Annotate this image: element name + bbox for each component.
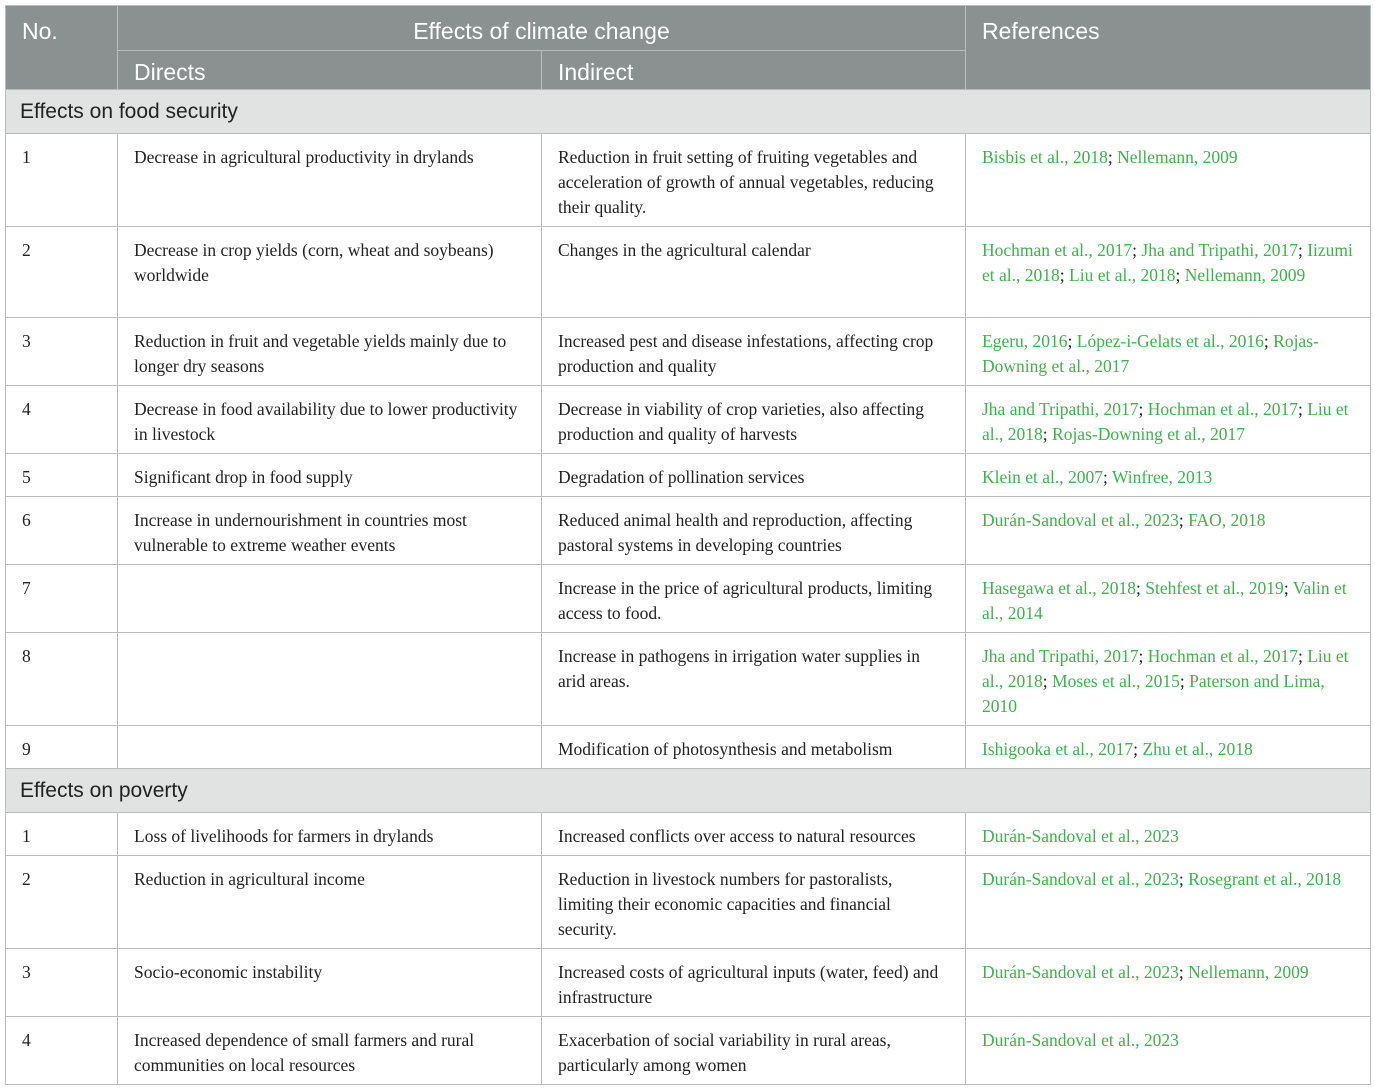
- direct-effect: Decrease in food availability due to lower productivity in livestock: [118, 386, 542, 454]
- indirect-effect: Reduction in livestock numbers for pastoralists, limiting their economic capacities and financial security.: [542, 856, 966, 949]
- reference-separator: ;: [1297, 399, 1308, 419]
- references-cell: [966, 134, 1371, 227]
- table-row: [6, 726, 1371, 769]
- section-row: [6, 90, 1371, 134]
- reference-link[interactable]: Valin et al., 2014: [982, 578, 1347, 623]
- references-cell: [966, 454, 1371, 497]
- table-row: [6, 497, 1371, 565]
- reference-separator: ;: [1133, 739, 1143, 759]
- indirect-effect: Decrease in viability of crop varieties, also affecting production and quality of harvests: [542, 386, 966, 454]
- climate-effects-table: [5, 5, 1371, 1085]
- table-row: [6, 949, 1371, 1017]
- direct-effect: Decrease in agricultural productivity in drylands: [118, 134, 542, 227]
- header-no: No.: [6, 6, 118, 90]
- reference-link[interactable]: Stehfest et al., 2019: [1145, 578, 1284, 598]
- header-effects: Effects of climate change: [118, 6, 966, 51]
- references-cell: [966, 565, 1371, 633]
- section-title: Effects on food security: [6, 90, 1371, 134]
- reference-link[interactable]: Iizumi et al., 2018: [982, 240, 1353, 285]
- reference-link[interactable]: Durán-Sandoval et al., 2023: [982, 869, 1179, 889]
- reference-link[interactable]: Hochman et al., 2017: [982, 240, 1133, 260]
- row-number: 1: [6, 134, 118, 227]
- direct-effect: Loss of livelihoods for farmers in drylands: [118, 813, 542, 856]
- direct-effect: Significant drop in food supply: [118, 454, 542, 497]
- reference-link[interactable]: López-i-Gelats et al., 2016: [1076, 331, 1264, 351]
- table-row: [6, 318, 1371, 386]
- references-cell: [966, 633, 1371, 726]
- reference-separator: ;: [1179, 671, 1190, 691]
- table-row: [6, 813, 1371, 856]
- row-number: 6: [6, 497, 118, 565]
- reference-link[interactable]: Liu et al., 2018: [982, 646, 1349, 691]
- row-number: 4: [6, 386, 118, 454]
- reference-link[interactable]: Rosegrant et al., 2018: [1188, 869, 1342, 889]
- reference-link[interactable]: Nellemann, 2009: [1184, 265, 1306, 285]
- indirect-effect: Degradation of pollination services: [542, 454, 966, 497]
- table-row: [6, 227, 1371, 318]
- indirect-effect: Increased conflicts over access to natural resources: [542, 813, 966, 856]
- reference-separator: ;: [1067, 331, 1077, 351]
- header-indirect: Indirect: [542, 51, 966, 90]
- reference-separator: ;: [1178, 510, 1189, 530]
- reference-link[interactable]: Hochman et al., 2017: [1147, 399, 1298, 419]
- direct-effect: Socio-economic instability: [118, 949, 542, 1017]
- reference-separator: ;: [1138, 399, 1148, 419]
- references-cell: [966, 1017, 1371, 1085]
- reference-separator: ;: [1178, 962, 1189, 982]
- reference-link[interactable]: Bisbis et al., 2018: [982, 147, 1108, 167]
- reference-separator: ;: [1132, 240, 1142, 260]
- reference-link[interactable]: Liu et al., 2018: [1069, 265, 1176, 285]
- reference-separator: ;: [1059, 265, 1070, 285]
- row-number: 3: [6, 318, 118, 386]
- reference-link[interactable]: Ishigooka et al., 2017: [982, 739, 1134, 759]
- reference-link[interactable]: Durán-Sandoval et al., 2023: [982, 510, 1179, 530]
- references-cell: [966, 386, 1371, 454]
- row-number: 7: [6, 565, 118, 633]
- reference-link[interactable]: Klein et al., 2007: [982, 467, 1104, 487]
- table-row: [6, 134, 1371, 227]
- row-number: 2: [6, 227, 118, 318]
- reference-link[interactable]: Winfree, 2013: [1111, 467, 1213, 487]
- indirect-effect: Increase in pathogens in irrigation water supplies in arid areas.: [542, 633, 966, 726]
- indirect-effect: Increased costs of agricultural inputs (water, feed) and infrastructure: [542, 949, 966, 1017]
- reference-link[interactable]: Paterson and Lima, 2010: [982, 671, 1325, 716]
- indirect-effect: Reduction in fruit setting of fruiting vegetables and acceleration of growth of annual vegetables, reducing their quality.: [542, 134, 966, 227]
- row-number: 3: [6, 949, 118, 1017]
- reference-link[interactable]: Hasegawa et al., 2018: [982, 578, 1137, 598]
- direct-effect: Decrease in crop yields (corn, wheat and soybeans) worldwide: [118, 227, 542, 318]
- reference-link[interactable]: Egeru, 2016: [982, 331, 1068, 351]
- reference-separator: ;: [1042, 671, 1053, 691]
- reference-link[interactable]: Moses et al., 2015: [1052, 671, 1180, 691]
- row-number: 2: [6, 856, 118, 949]
- reference-separator: ;: [1283, 578, 1293, 598]
- indirect-effect: Modification of photosynthesis and metabolism: [542, 726, 966, 769]
- direct-effect: Reduction in agricultural income: [118, 856, 542, 949]
- references-cell: [966, 726, 1371, 769]
- references-cell: [966, 949, 1371, 1017]
- table-row: [6, 565, 1371, 633]
- reference-separator: ;: [1178, 869, 1189, 889]
- reference-separator: ;: [1042, 424, 1053, 444]
- table-row: [6, 454, 1371, 497]
- reference-separator: ;: [1136, 578, 1146, 598]
- reference-separator: ;: [1103, 467, 1112, 487]
- reference-separator: ;: [1297, 240, 1308, 260]
- reference-separator: ;: [1175, 265, 1185, 285]
- reference-separator: ;: [1107, 147, 1118, 167]
- references-cell: [966, 497, 1371, 565]
- references-cell: [966, 227, 1371, 318]
- row-number: 5: [6, 454, 118, 497]
- reference-link[interactable]: Durán-Sandoval et al., 2023: [982, 1030, 1179, 1050]
- table-row: [6, 856, 1371, 949]
- direct-effect: [118, 565, 542, 633]
- indirect-effect: Increase in the price of agricultural products, limiting access to food.: [542, 565, 966, 633]
- direct-effect: Reduction in fruit and vegetable yields mainly due to longer dry seasons: [118, 318, 542, 386]
- reference-separator: ;: [1138, 646, 1148, 666]
- indirect-effect: Increased pest and disease infestations, affecting crop production and quality: [542, 318, 966, 386]
- references-cell: [966, 813, 1371, 856]
- row-number: 1: [6, 813, 118, 856]
- indirect-effect: Exacerbation of social variability in rural areas, particularly among women: [542, 1017, 966, 1085]
- reference-separator: ;: [1263, 331, 1274, 351]
- indirect-effect: Reduced animal health and reproduction, affecting pastoral systems in developing countries: [542, 497, 966, 565]
- references-cell: [966, 318, 1371, 386]
- reference-link[interactable]: Durán-Sandoval et al., 2023: [982, 826, 1179, 846]
- indirect-effect: Changes in the agricultural calendar: [542, 227, 966, 318]
- table-row: [6, 386, 1371, 454]
- direct-effect: Increase in undernourishment in countries most vulnerable to extreme weather events: [118, 497, 542, 565]
- row-number: 4: [6, 1017, 118, 1085]
- reference-link[interactable]: Durán-Sandoval et al., 2023: [982, 962, 1179, 982]
- references-cell: [966, 856, 1371, 949]
- section-row: [6, 769, 1371, 813]
- direct-effect: Increased dependence of small farmers and rural communities on local resources: [118, 1017, 542, 1085]
- row-number: 8: [6, 633, 118, 726]
- reference-link[interactable]: Jha and Tripathi, 2017: [1141, 240, 1298, 260]
- reference-link[interactable]: Rojas-Downing et al., 2017: [982, 331, 1319, 376]
- table-body: [6, 90, 1371, 1085]
- direct-effect: [118, 633, 542, 726]
- reference-link[interactable]: Zhu et al., 2018: [1142, 739, 1253, 759]
- reference-link[interactable]: FAO, 2018: [1188, 510, 1266, 530]
- table-row: [6, 1017, 1371, 1085]
- reference-separator: ;: [1297, 646, 1308, 666]
- direct-effect: [118, 726, 542, 769]
- reference-link[interactable]: Nellemann, 2009: [1188, 962, 1309, 982]
- reference-link[interactable]: Hochman et al., 2017: [1147, 646, 1298, 666]
- reference-link[interactable]: Jha and Tripathi, 2017: [982, 399, 1139, 419]
- reference-link[interactable]: Liu et al., 2018: [982, 399, 1349, 444]
- section-title: Effects on poverty: [6, 769, 1371, 813]
- row-number: 9: [6, 726, 118, 769]
- header-directs: Directs: [118, 51, 542, 90]
- table-row: [6, 633, 1371, 726]
- reference-link[interactable]: Jha and Tripathi, 2017: [982, 646, 1139, 666]
- header-references: References: [966, 6, 1371, 90]
- reference-link[interactable]: Rojas-Downing et al., 2017: [1052, 424, 1245, 444]
- reference-link[interactable]: Nellemann, 2009: [1117, 147, 1238, 167]
